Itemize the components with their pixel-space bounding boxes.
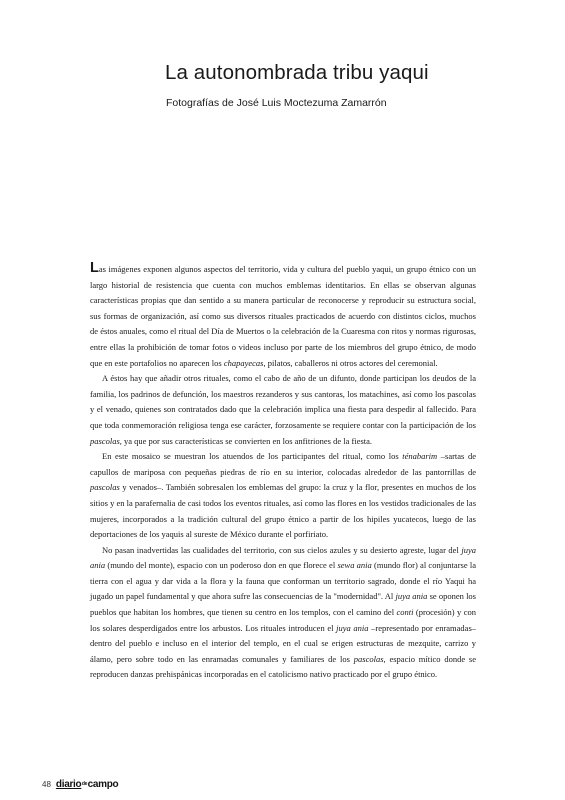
paragraph-2: A éstos hay que añadir otros rituales, como el cabo de año de un difunto, donde participan los deudos de la familia, los padrinos de defunción, los maestros rezanderos y sus cantoras, los matachines, así como los pascolas y el venado, quienes son contratados dado que la celebración implica una fiesta para despedir al fallecido. Para que toda conmemoración religiosa tenga ese carácter, forzosamente se requiere contar con la participación de los pascolas, ya que por sus características se convierten en los anfitriones de la fiesta.: [90, 373, 476, 446]
drop-cap: L: [90, 260, 99, 276]
article-title: La autonombrada tribu yaqui: [165, 61, 429, 84]
page-footer: [42, 777, 118, 791]
paragraph-3: En este mosaico se muestran los atuendos de los participantes del ritual, como los ténabarim –sartas de capullos de mariposa con pequeñas piedras de río en su interior, colocadas alrededor de las pantorrillas de pascolas y venados–. También sobresalen los emblemas del grupo: la cruz y la flor, presentes en muchos de los sitios y en la parafernalia de casi todos los eventos rituales, así como las flores en los vestidos tradicionales de las mujeres, incorporados a la tradición cultural del grupo étnico a partir de los hipiles yucatecos, luego de las deportaciones de los yaquis al sureste de México durante el porfiriato.: [90, 451, 476, 540]
paragraph-4: No pasan inadvertidas las cualidades del territorio, con sus cielos azules y su desierto agreste, lugar del juya ania (mundo del monte), espacio con un poderoso don en que florece el sewa ania (mundo flor) al conjuntarse la tierra con el agua y dar vida a la flora y la fauna que conforman un territorio sagrado, donde el río Yaqui ha jugado un papel fundamental y que ahora sufre las consecuencias de la "modernidad". Al juya ania se oponen los pueblos que habitan los hombres, que tienen su centro en los templos, con el camino del conti (procesión) y con los solares desperdigados entre los arbustos. Los rituales introducen el juya ania –representado por enramadas– dentro del pueblo e incluso en el interior del templo, en el cual se erigen estructuras de mezquite, carrizo y álamo, pero sobre todo en las enramadas comunales y familiares de los pascolas, espacio mítico donde se reproducen danzas prehispánicas incorporadas en el catolicismo nativo practicado por el grupo étnico.: [90, 544, 477, 680]
paragraph-1: Las imágenes exponen algunos aspectos del territorio, vida y cultura del pueblo yaqui, un grupo étnico con un largo historial de resistencia que cuenta con muchos emblemas identitarios. En ellas se observan algunas características propias que dan sentido a su manera particular de reconocerse y reproducir su estructura social, sus formas de organización, así como sus diversos rituales practicados de acuerdo con distintos ciclos, muchos de éstos anuales, como el ritual del Día de Muertos o la celebración de la Cuaresma con ritos y normas rigurosas, entre ellas la prohibición de tomar fotos o videos incluso por parte de los miembros del grupo étnico, de modo que en este portafolios no aparecen los chapayecas, pilatos, caballeros ni otros actores del ceremonial.: [90, 260, 476, 368]
article-body: [90, 262, 476, 683]
publication-logo: diariodecampo: [55, 778, 119, 790]
page-number: 48: [42, 779, 51, 789]
photo-credit: Fotografías de José Luis Moctezuma Zamarrón: [166, 97, 387, 109]
